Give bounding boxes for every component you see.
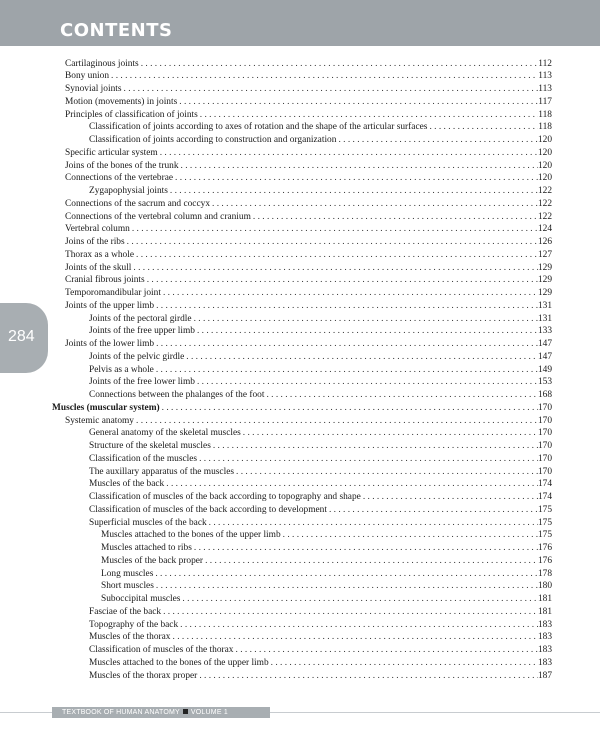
dot-leader [210,198,538,211]
toc-entry [52,313,552,326]
dot-leader [197,453,538,466]
dot-leader [361,491,538,504]
dot-leader [327,504,538,517]
dot-leader [158,147,538,160]
toc-entry-page: 118 [538,122,552,133]
toc-entry-title: Classification of joints according to construction and organization [89,135,337,145]
toc-entry-page: 149 [537,364,552,375]
toc-entry [52,83,552,96]
dot-leader [177,96,538,109]
toc-entry-page: 131 [537,313,552,324]
toc-entry-page: 147 [537,339,552,349]
dot-leader [192,313,538,326]
dot-leader [180,593,538,606]
toc-entry [52,389,552,402]
dot-leader [134,415,538,428]
footer-volume: VOLUME 1 [190,709,228,716]
toc-entry-page: 170 [537,402,552,413]
toc-entry-page: 170 [537,466,552,477]
toc-entry [52,644,552,657]
toc-entry-title: Classification of the muscles [89,453,198,464]
toc-entry-title: Pelvis as a whole [89,364,154,375]
toc-entry-title: Joints of the skull [65,262,132,273]
toc-entry-page: 113 [538,71,552,82]
toc-entry-title: Temporomandibular joint [65,288,161,298]
dot-leader [241,427,538,440]
page-number: 284 [8,328,35,345]
page-title: CONTENTS [60,20,173,41]
toc-entry-page: 122 [537,211,552,222]
toc-entry [52,529,552,542]
dot-leader [160,402,538,415]
toc-entry-title: Cartilaginous joints [65,58,139,69]
toc-entry [52,504,552,517]
toc-entry-title: Joints of the free lower limb [89,377,195,388]
toc-entry-title: Vertebral column [65,224,130,235]
toc-entry-page: 176 [537,543,552,553]
toc-entry-title: General anatomy of the skeletal muscles [89,428,241,439]
toc-entry [52,58,552,71]
dot-leader [281,529,538,542]
toc-entry [52,121,552,134]
toc-entry-page: 187 [537,670,552,681]
dot-leader [109,70,538,83]
toc-entry-page: 180 [537,581,552,592]
toc-entry-title: Classification of muscles of the back according to topography and shape [89,492,361,502]
toc-entry-title: Structure of the skeletal muscles [89,441,211,451]
toc-entry [52,172,552,185]
toc-entry-page: 131 [537,300,552,311]
toc-entry-page: 175 [537,517,552,528]
toc-entry [52,160,552,173]
dot-leader [197,670,538,683]
toc-entry [52,440,552,453]
dot-leader [234,644,538,657]
dot-leader [184,351,538,364]
dot-leader [154,364,538,377]
toc-entry-page: 183 [537,645,552,655]
toc-entry [52,491,552,504]
toc-entry-title: Joins of the ribs [65,237,125,247]
toc-entry-title: Muscles (muscular system) [52,402,160,413]
dot-leader [211,440,538,453]
toc-entry [52,185,552,198]
toc-entry-page: 129 [537,275,552,286]
toc-entry-page: 170 [537,428,552,439]
toc-entry-page: 112 [538,58,552,69]
toc-entry [52,415,552,428]
toc-entry [52,631,552,644]
toc-entry [52,555,552,568]
toc-entry [52,619,552,632]
toc-entry-title: Superficial muscles of the back [89,517,207,528]
toc-entry-page: 183 [537,657,552,668]
dot-leader [264,389,537,402]
toc-entry-page: 170 [537,453,552,464]
dot-leader [145,274,538,287]
toc-entry-title: Muscles of the thorax [89,632,171,643]
dot-leader [130,223,538,236]
toc-entry-title: Muscles of the thorax proper [89,670,198,681]
toc-entry [52,287,552,300]
toc-entry [52,517,552,530]
toc-entry-title: Bony union [65,71,110,82]
toc-entry-page: 129 [537,288,552,298]
toc-entry-title: Short muscles [101,581,154,592]
toc-entry-page: 147 [537,351,552,362]
toc-entry-title: Muscles attached to ribs [101,543,192,553]
toc-entry-title: Connections of the vertebrae [65,173,174,184]
dot-leader [168,185,538,198]
toc-entry [52,236,552,249]
toc-entry [52,325,552,338]
toc-entry-title: The auxillary apparatus of the muscles [89,466,235,477]
toc-entry-title: Classification of joints according to axes of rotation and the shape of the articular surfaces [89,122,428,133]
toc-entry-title: Muscles attached to the bones of the upper limb [101,530,281,541]
toc-entry [52,249,552,262]
toc-entry-page: 183 [537,619,552,630]
footer-text [62,707,228,718]
toc-entry-page: 122 [537,186,552,196]
toc-entry [52,657,552,670]
toc-entry [52,134,552,147]
toc-entry-page: 170 [537,441,552,451]
toc-entry-title: Synovial joints [65,84,122,94]
toc-entry-page: 153 [537,377,552,388]
toc-entry-page: 127 [537,249,552,260]
dot-leader [134,249,538,262]
dot-leader [195,376,538,389]
toc-entry-title: Suboccipital muscles [101,594,181,604]
dot-leader [251,211,538,224]
toc-entry-page: 175 [537,504,552,515]
dot-leader [269,657,538,670]
toc-entry-title: Zygapophysial joints [89,186,168,196]
toc-entry-title: Joints of the upper limb [65,300,155,311]
toc-entry-title: Joints of the pelvic girdle [89,351,185,362]
toc-entry [52,211,552,224]
toc-entry [52,198,552,211]
toc-entry [52,478,552,491]
toc-entry-page: 120 [537,147,552,158]
toc-entry-title: Muscles of the back [89,479,165,490]
toc-entry-title: Long muscles [101,568,154,579]
footer-book-title: TEXTBOOK OF HUMAN ANATOMY [62,709,180,716]
toc-entry-title: Joints of the free upper limb [89,326,195,337]
toc-entry [52,466,552,479]
toc-entry [52,351,552,364]
toc-entry [52,606,552,619]
toc-entry [52,223,552,236]
toc-entry-title: Principles of classification of joints [65,109,198,120]
toc-entry-page: 181 [537,594,552,604]
toc-entry [52,338,552,351]
toc-entry-title: Connections between the phalanges of the foot [89,390,265,400]
dot-leader [139,58,539,71]
toc-entry-page: 124 [537,224,552,235]
dot-leader [161,287,538,300]
toc-entry [52,376,552,389]
dot-leader [234,466,538,479]
dot-leader [125,236,538,249]
dot-leader [164,478,538,491]
dot-leader [171,631,538,644]
toc-entry-page: 120 [537,135,552,145]
toc-entry [52,262,552,275]
dot-leader [153,568,538,581]
toc-entry-page: 120 [537,173,552,184]
dot-leader [131,262,538,275]
toc-entry [52,147,552,160]
toc-entry-page: 175 [537,530,552,541]
dot-leader [178,619,538,632]
toc-entry-page: 176 [537,555,552,566]
dot-leader [154,580,538,593]
dot-leader [173,172,538,185]
dot-leader [198,109,538,122]
toc-entry-title: Cranial fibrous joints [65,275,145,286]
toc-entry [52,109,552,122]
toc-entry [52,300,552,313]
toc-entry-page: 174 [537,479,552,490]
toc-entry-page: 178 [537,568,552,579]
toc-entry-title: Joints of the pectoral girdle [89,313,192,324]
dot-leader [161,606,538,619]
toc-entry-title: Classification of muscles of the thorax [89,645,234,655]
dot-leader [154,300,538,313]
toc-entry [52,96,552,109]
toc-entry-page: 168 [537,390,552,400]
toc-entry [52,427,552,440]
toc-entry [52,274,552,287]
toc-entry-page: 122 [537,198,552,209]
footer-band [52,707,270,718]
dot-leader [207,517,538,530]
toc-entry-title: Connections of the sacrum and coccyx [65,198,211,209]
toc-entry [52,364,552,377]
toc-entry-title: Specific articular system [65,147,158,158]
toc-entry-title: Joins of the bones of the trunk [65,160,179,171]
toc-entry-title: Thorax as a whole [65,249,134,260]
toc-entry-page: 118 [538,109,552,120]
toc-entry-title: Topography of the back [89,619,179,630]
toc-entry-page: 133 [537,326,552,337]
toc-entry-page: 183 [537,632,552,643]
dot-leader [122,83,539,96]
toc-entry-title: Connections of the vertebral column and cranium [65,211,251,222]
toc-entry-title: Classification of muscles of the back according to development [89,504,327,515]
toc-entry [52,580,552,593]
toc-entry [52,70,552,83]
toc-entry-page: 174 [537,492,552,502]
dot-leader [179,160,538,173]
toc-entry-title: Systemic anatomy [65,415,134,426]
header-bar [0,0,600,46]
dot-leader [336,134,538,147]
toc-entry [52,568,552,581]
toc-entry-page: 181 [537,606,552,617]
toc-entry-title: Muscles attached to the bones of the upper limb [89,657,269,668]
toc-entry-page: 129 [537,262,552,273]
square-bullet-icon [183,709,188,714]
toc-entry [52,402,552,415]
dot-leader [192,542,538,555]
dot-leader [154,338,538,351]
toc-entry [52,670,552,683]
page-number-tab [0,303,48,373]
toc-entry-page: 120 [537,160,552,171]
toc-entry-title: Motion (movements) in joints [65,96,178,107]
table-of-contents [52,58,552,683]
dot-leader [195,325,538,338]
dot-leader [203,555,538,568]
toc-entry-title: Joints of the lower limb [65,339,155,349]
toc-entry [52,453,552,466]
toc-entry-title: Fasciae of the back [89,606,162,617]
toc-entry-page: 113 [538,84,552,94]
toc-entry [52,542,552,555]
toc-entry-page: 117 [538,96,552,107]
toc-entry-page: 126 [537,237,552,247]
toc-entry-page: 170 [537,415,552,426]
toc-entry-title: Muscles of the back proper [101,555,204,566]
dot-leader [427,121,538,134]
toc-entry [52,593,552,606]
